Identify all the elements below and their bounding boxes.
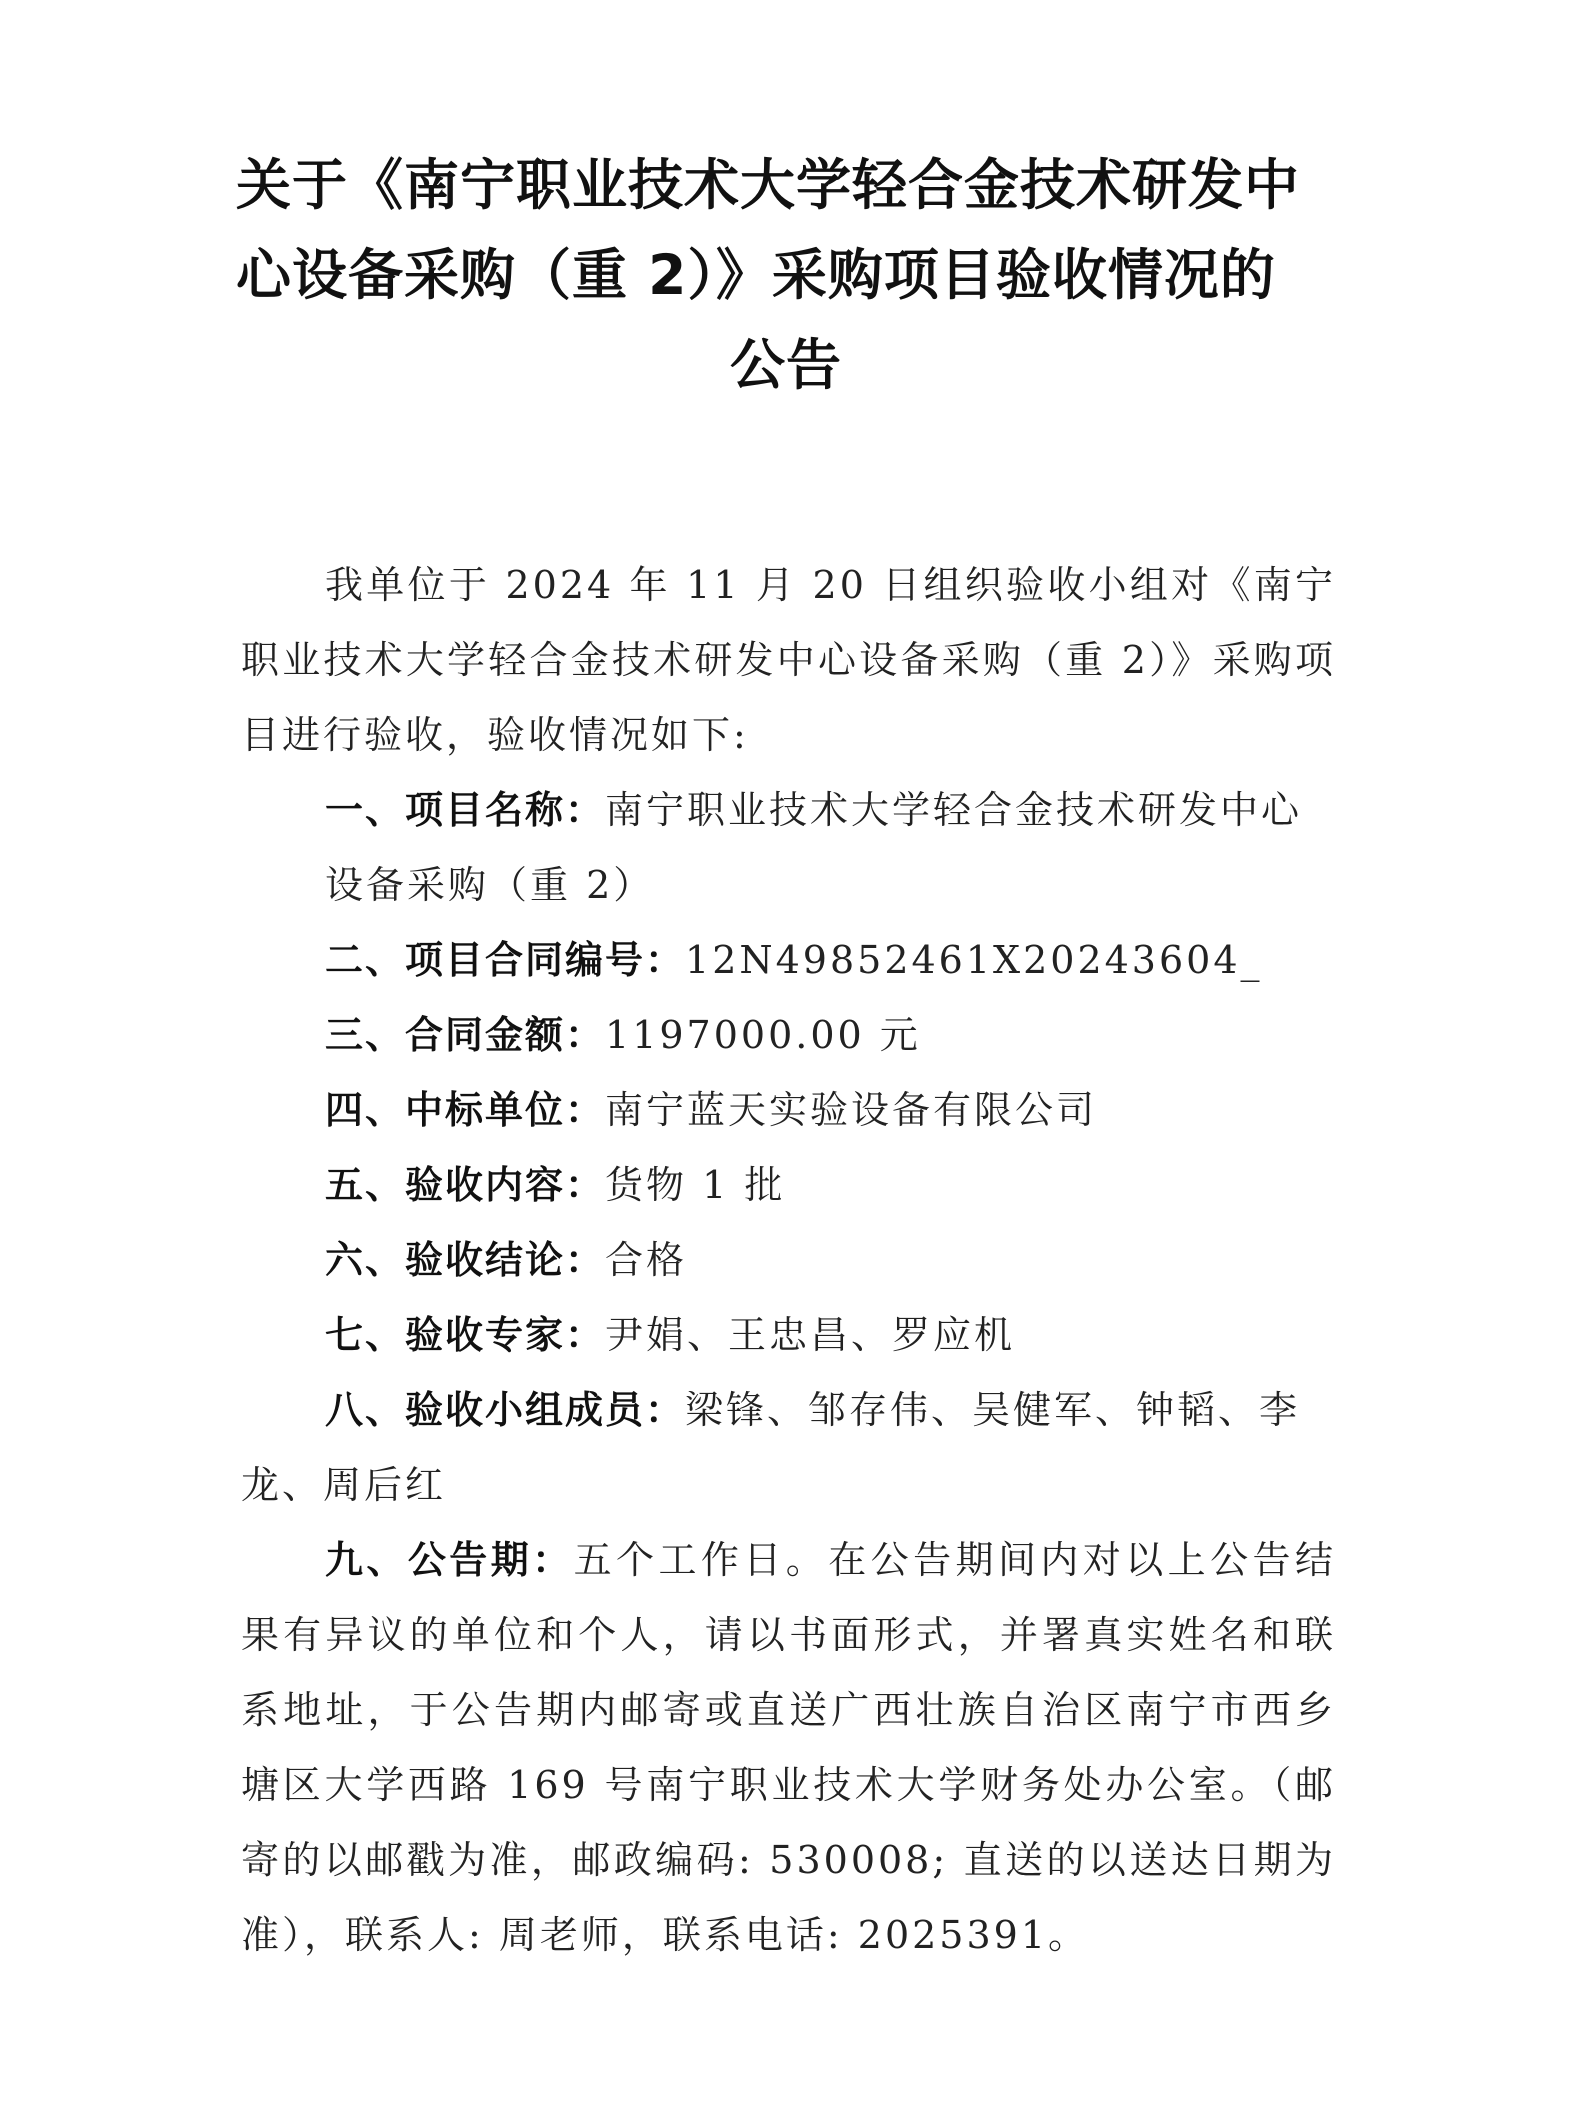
item-acceptance-content <box>241 1148 1336 1223</box>
item-label: 五、验收内容： <box>325 1163 606 1207</box>
intro-paragraph: 我单位于 2024 年 11 月 20 日组织验收小组对《南宁职业技术大学轻合金技术研发中心设备采购（重 2）》采购项目进行验收，验收情况如下: <box>241 563 1336 757</box>
item-experts <box>241 1298 1336 1373</box>
item-contract-number <box>241 923 1336 998</box>
item-contract-amount <box>241 998 1336 1073</box>
item-value: 南宁蓝天实验设备有限公司 <box>605 1088 1098 1132</box>
item-label: 八、验收小组成员： <box>325 1388 686 1432</box>
item-label: 三、合同金额： <box>325 1013 606 1057</box>
item-label: 四、中标单位： <box>325 1088 606 1132</box>
title-line-2: 心设备采购（重 2）》采购项目验收情况的 <box>236 243 1276 307</box>
item-label: 九、公告期： <box>325 1538 574 1582</box>
item-value: 五个工作日。在公告期间内对以上公告结果有异议的单位和个人，请以书面形式，并署真实姓名和联系地址，于公告期内邮寄或直送广西壮族自治区南宁市西乡塘区大学西路 169 号南宁职业技术大学财务处办公室。（邮寄的以邮戳为准，邮政编码: 530008; 直送的以送达日期为准），联系人: 周老师，联系电话: 2025391。 <box>241 1538 1336 1957</box>
item-team-members <box>241 1373 1336 1523</box>
title-line-3: 公告 <box>729 333 842 397</box>
item-value: 1197000.00 元 <box>605 1013 921 1057</box>
item-project-name <box>241 773 1336 848</box>
item-value: 12N49852461X20243604_ <box>685 938 1263 982</box>
document-title <box>236 140 1336 410</box>
item-value: 尹娟、王忠昌、罗应机 <box>605 1313 1016 1357</box>
item-value: 梁锋、邹存伟、吴健军、钟韬、李龙、周后红 <box>241 1388 1301 1507</box>
item-label: 六、验收结论： <box>325 1238 606 1282</box>
item-value: 设备采购（重 2） <box>325 863 655 907</box>
document-body <box>241 548 1336 1973</box>
item-winning-bidder <box>241 1073 1336 1148</box>
title-line-1: 关于《南宁职业技术大学轻合金技术研发中 <box>236 153 1301 217</box>
item-notice-period <box>241 1523 1336 1973</box>
item-value: 货物 1 批 <box>605 1163 786 1207</box>
item-value: 合格 <box>605 1238 688 1282</box>
item-label: 二、项目合同编号： <box>325 938 686 982</box>
item-label: 一、项目名称： <box>325 788 606 832</box>
item-conclusion <box>241 1223 1336 1298</box>
item-label: 七、验收专家： <box>325 1313 606 1357</box>
item-project-name-cont <box>241 848 1336 923</box>
item-value: 南宁职业技术大学轻合金技术研发中心 <box>605 788 1303 832</box>
